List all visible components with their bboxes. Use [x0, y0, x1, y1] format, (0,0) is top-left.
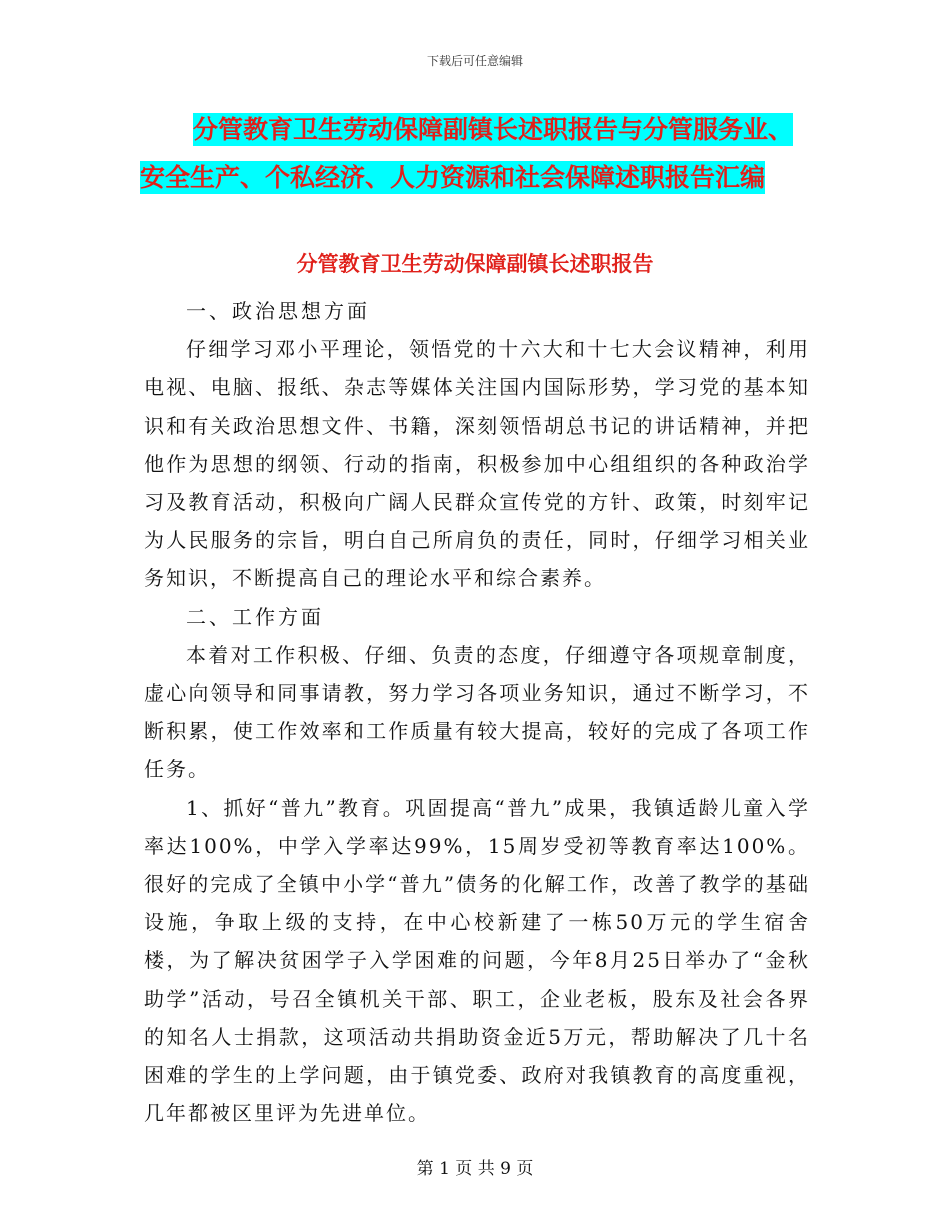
document-title [140, 106, 840, 202]
section-title: 分管教育卫生劳动保障副镇长述职报告 [296, 251, 654, 276]
heading-work: 二、工作方面 [186, 604, 324, 629]
title-highlight-1: 分管教育卫生劳动保障副镇长述职报告与分管服务业、 [193, 115, 794, 144]
document-body [144, 292, 810, 1132]
paragraph-education: 1、抓好“普九”教育。巩固提高“普九”成果，我镇适龄儿童入学率达100%，中学入学率达99%，15周岁受初等教育率达100%。很好的完成了全镇中小学“普九”债务的化解工作，改善了教学的基础设施，争取上级的支持，在中心校新建了一栋50万元的学生宿舍楼，为了解决贫困学子入学困难的问题，今年8月25日举办了“金秋助学”活动，号召全镇机关干部、职工，企业老板，股东及社会各界的知名人士捐款，这项活动共捐助资金近5万元，帮助解决了几十名困难的学生的上学问题，由于镇党委、政府对我镇教育的高度重视，几年都被区里评为先进单位。 [144, 795, 810, 1126]
page-number-footer: 第 1 页 共 9 页 [416, 1159, 534, 1179]
paragraph-political: 仔细学习邓小平理论，领悟党的十六大和十七大会议精神，利用电视、电脑、报纸、杂志等媒体关注国内国际形势，学习党的基本知识和有关政治思想文件、书籍，深刻领悟胡总书记的讲话精神，并把他作为思想的纲领、行动的指南，积极参加中心组组织的各种政治学习及教育活动，积极向广阔人民群众宣传党的方针、政策，时刻牢记为人民服务的宗旨，明白自己所肩负的责任，同时，仔细学习相关业务知识，不断提高自己的理论水平和综合素养。 [144, 337, 810, 591]
document-title-line-1 [140, 106, 840, 154]
paragraph-work: 本着对工作积极、仔细、负责的态度，仔细遵守各项规章制度，虚心向领导和同事请教，努力学习各项业务知识，通过不断学习，不断积累，使工作效率和工作质量有较大提高，较好的完成了各项工作任务。 [144, 642, 810, 782]
title-highlight-2: 安全生产、个私经济、人力资源和社会保障述职报告汇编 [140, 163, 766, 192]
heading-political: 一、政治思想方面 [186, 299, 370, 323]
page-header-note: 下载后可任意编辑 [426, 54, 523, 68]
document-title-line-2 [140, 154, 840, 202]
